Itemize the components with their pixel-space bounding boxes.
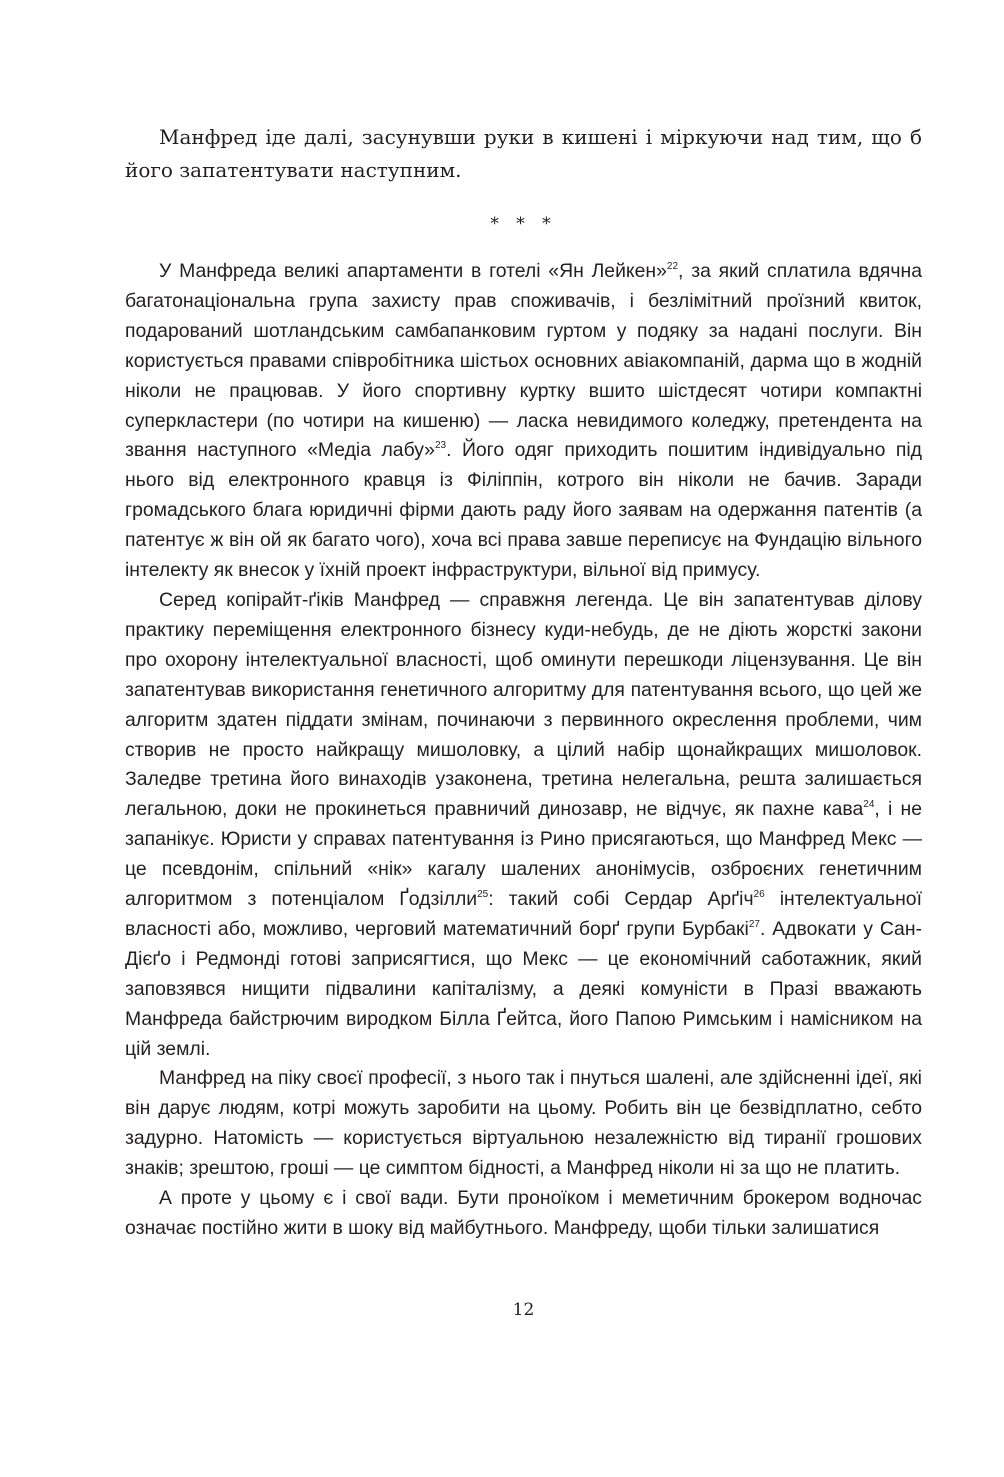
paragraph-1-segment-2: , за який сплатила вдячна багатонаціональна група захисту прав споживачів, і безлімітний проїзний квиток, подарований шотландським самбапанковим гуртом у подяку за надані послуги. Він користується правами співробітника шістьох основних авіакомпаній, дарма що в жодній ніколи не працював. У його спортивну куртку вшито шістдесят чотири компактні суперкластери (по чотири на кишеню) — ласка невидимого коледжу, претендента на звання наступного «Медіа лабу»	[125, 260, 923, 462]
paragraph-1-segment-3: . Його одяг приходить пошитим індивідуально під нього від електронного кравця із Філіппін, котрого він ніколи не бачив. Заради громадського блага юридичні фірми дають раду його заявам на одержання патентів (а патентує ж він ой як багато чого), хоча всі права завше переписує на Фундацію вільного інтелекту як внесок у їхній проект інфраструктури, вільної від примусу.	[125, 439, 922, 582]
footnote-ref-24[interactable]: 24	[863, 799, 875, 811]
paragraph-2-segment-3: : такий собі Сердар Арґіч	[488, 888, 754, 911]
paragraph-1	[125, 257, 922, 586]
paragraph-2-segment-2: , і не запанікує. Юристи у справах патентування із Рино присягаються, що Манфред Мекс — це псевдонім, спільний «нік» кагалу шалених анонімусів, озброєних генетичним алгоритмом з потенціалом Ґодзілли	[125, 798, 922, 911]
paragraph-1-segment-1: У Манфреда великі апартаменти в готелі «Ян Лейкен»	[159, 260, 667, 282]
footnote-ref-26[interactable]: 26	[753, 889, 765, 901]
paragraph-4-segment-1: А проте у цьому є і свої вади. Бути проноїком і меметичним брокером водночас означає постійно жити в шоку від майбутнього. Манфреду, щоби тільки залишатися	[125, 1187, 922, 1239]
paragraph-2-segment-5: . Адвокати у Сан-Дієґо і Редмонді готові заприсягтися, що Мекс — це економічний саботажник, який заповзявся нищити підвалини капіталізму, а деякі комуністи в Празі вважають Манфреда байстрючим виродком Білла Ґейтса, його Папою Римським і намісником на цій землі.	[125, 917, 922, 1060]
paragraph-3-segment-1: Манфред на піку своєї професії, з нього так і пнуться шалені, але здійсненні ідеї, які він дарує людям, котрі можуть заробити на цьому. Робить він це безвідплатно, себто задурно. Натомість — користується віртуальною незалежністю від тиранії грошових знаків; зрештою, гроші — це симптом бідності, а Манфред ніколи ні за що не платить.	[125, 1067, 922, 1180]
main-text	[125, 257, 922, 1244]
paragraph-2	[125, 586, 922, 1065]
book-page	[125, 0, 922, 1477]
section-separator: * * *	[490, 214, 557, 234]
lead-paragraph	[125, 121, 922, 187]
paragraph-4	[125, 1184, 922, 1244]
lead-paragraph-text: Манфред іде далі, засунувши руки в кишені і міркуючи над тим, що б його запатентувати наступним.	[125, 125, 922, 182]
footnote-ref-23[interactable]: 23	[434, 440, 447, 452]
footnote-ref-25[interactable]: 25	[477, 889, 489, 901]
page-number: 12	[512, 1300, 535, 1320]
footnote-ref-27[interactable]: 27	[748, 918, 760, 930]
paragraph-3	[125, 1064, 922, 1184]
footnote-ref-22[interactable]: 22	[666, 261, 679, 272]
paragraph-2-segment-4: інтелектуальної власності або, можливо, черговий математичний борґ групи Бурбакі	[125, 888, 922, 940]
paragraph-2-segment-1: Серед копірайт-ґіків Манфред — справжня легенда. Це він запатентував ділову практику переміщення електронного бізнесу куди-небудь, де не діють жорсткі закони про охорону інтелектуальної власності, щоб оминути перешкоди ліцензування. Це він запатентував використання генетичного алгоритму для патентування всього, що цей же алгоритм здатен піддати змінам, починаючи з первинного окреслення проблеми, чим створив не просто найкращу мишоловку, а цілий набір щонайкращих мишоловок. Заледве третина його винаходів узаконена, третина нелегальна, решта залишається легальною, доки не прокинеться правничий динозавр, не відчує, як пахне кава	[125, 588, 922, 821]
